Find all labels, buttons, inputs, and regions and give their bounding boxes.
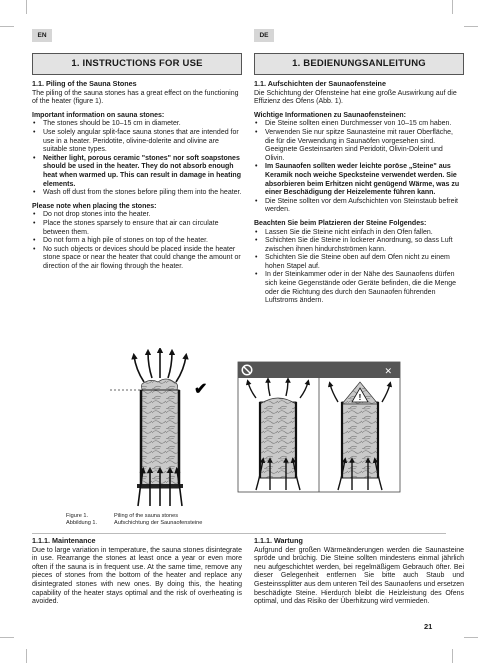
warning-icon: ! [358,393,362,402]
note-list [32,211,242,271]
info-list [32,120,242,197]
figure-caption-en: Piling of the sauna stones [114,513,179,519]
list-item: • Die Steine sollten vor dem Aufschichten von Steinstaub befreit werden. [254,198,464,215]
maintenance-paragraph: Aufgrund der großen Wärmeänderungen werden die Saunasteine spröde und brüchig. Die Steine sollten mindestens einmal jährlich neu aufgeschichtet werden, bei regelmäßigem Gebrauch öfter. Bei dieser Gelegenheit entfernen Sie bitte auch Staub und Gesteinssplitter aus dem unteren Teil des Saunaofens und ersetzen beschädigte Steine. Hierdurch bleibt die Heizleistung des Ofens optimal, und das Risiko der Überhitzung wird vermieden. [254,546,464,606]
list-item: • No such objects or devices should be placed inside the heater stone space or near the heater that could change the amount or direction of the air flowing through the heater. [32,246,242,272]
info-list [254,120,464,215]
crop-mark [26,649,27,663]
list-item: • Die Steine sollten einen Durchmesser von 10–15 cm haben. [254,120,464,129]
note-heading: Beachten Sie beim Platzieren der Steine Folgendes: [254,219,427,227]
list-item: • Do not form a high pile of stones on top of the heater. [32,237,242,246]
list-item: • Use solely angular split-face sauna stones that are intended for use in a heater. Peridotite, olivine-dolerite and olivine are suitable stone types. [32,129,242,155]
column-en [32,80,242,276]
prohibited-icon [242,365,252,375]
list-item: • Im Saunaofen sollten weder leichte poröse „Steine" aus Keramik noch weiche Specksteine verwendet werden. Sie absorbieren beim Erhitzen nicht genügend Wärme, was zu einer Beschädigung der Heizelemente führen kann. [254,163,464,197]
language-tab-en: EN [32,29,52,42]
checkmark-icon: ✔ [194,381,208,398]
heading-maintenance: 1.1.1. Wartung [254,536,303,545]
list-item: • Verwenden Sie nur spitze Saunasteine mit rauer Oberfläche, die für die Verwendung in Saunaöfen vorgesehen sind. Geeignete Gesteinsarten sind Peridotit, Olivin-Dolerit und Olivin. [254,129,464,163]
maintenance-de [254,537,464,612]
list-item: • Schichten Sie die Steine oben auf dem Ofen nicht zu einem hohen Stapel auf. [254,254,464,271]
list-item: • Place the stones sparsely to ensure that air can circulate between them. [32,220,242,237]
list-item: • Schichten Sie die Steine in lockerer Anordnung, so dass Luft zwischen ihnen hindurchströmen kann. [254,237,464,254]
divider [32,533,446,534]
crop-mark [0,637,14,638]
heading-maintenance: 1.1.1. Maintenance [32,536,96,545]
list-item: • Do not drop stones into the heater. [32,211,242,220]
crop-mark [452,649,453,663]
heater-dense-pile [260,398,296,478]
figure-stone-piling [110,348,410,508]
figure-caption [66,513,202,527]
crop-mark [0,26,14,27]
note-list [254,229,464,306]
list-item: • Wash off dust from the stones before piling them into the heater. [32,189,242,198]
list-item: • In der Steinkammer oder in der Nähe des Saunaofens dürfen sich keine Gegenstände oder Geräte befinden, die die Menge oder die Richtung des durch den Saunaofen führenden Luftstroms ändern. [254,271,464,305]
crop-mark [452,0,453,14]
figure-label-de: Abbildung 1. [66,520,98,526]
section-title-en: 1. INSTRUCTIONS FOR USE [32,53,242,75]
list-item: • The stones should be 10–15 cm in diameter. [32,120,242,129]
info-heading: Wichtige Informationen zu Saunaofensteinen: [254,111,407,119]
crop-mark [464,26,478,27]
maintenance-en [32,537,242,612]
intro-paragraph: The piling of the sauna stones has a great effect on the functioning of the heater (figure 1). [32,89,239,106]
page-number: 21 [424,622,433,631]
heading-piling: 1.1. Piling of the Sauna Stones [32,79,137,88]
intro-paragraph: Die Schichtung der Ofensteine hat eine große Auswirkung auf die Effizienz des Ofens (Abb. 1). [254,89,457,106]
language-tab-de: DE [254,29,274,42]
list-item: • Lassen Sie die Steine nicht einfach in den Ofen fallen. [254,229,464,238]
incorrect-panel [238,362,400,492]
list-item: • Neither light, porous ceramic "stones" nor soft soapstones should be used in the heater. They do not absorb enough heat when warmed up. This can result in damage in heating elements. [32,155,242,189]
cross-icon: ✕ [384,366,392,376]
column-de [254,80,464,311]
heading-piling: 1.1. Aufschichten der Saunaofensteine [254,79,386,88]
section-title-de: 1. BEDIENUNGSANLEITUNG [254,53,464,75]
info-heading: Important information on sauna stones: [32,111,165,119]
crop-mark [26,0,27,14]
airflow-arrows-up [134,350,186,382]
note-heading: Please note when placing the stones: [32,202,157,210]
figure-label-en: Figure 1. [66,513,89,519]
figure-caption-de: Aufschichtung der Saunaofensteine [114,520,203,526]
crop-mark [464,637,478,638]
maintenance-paragraph: Due to large variation in temperature, the sauna stones disintegrate in use. Rearrange the stones at least once a year or even more often if the sauna is in frequent use. At the same time, remove any pieces of stones from the bottom of the heater and replace any disintegrated stones with new ones. By doing this, the heating capability of the heater stays optimal and the risk of overheating is avoided. [32,546,242,606]
